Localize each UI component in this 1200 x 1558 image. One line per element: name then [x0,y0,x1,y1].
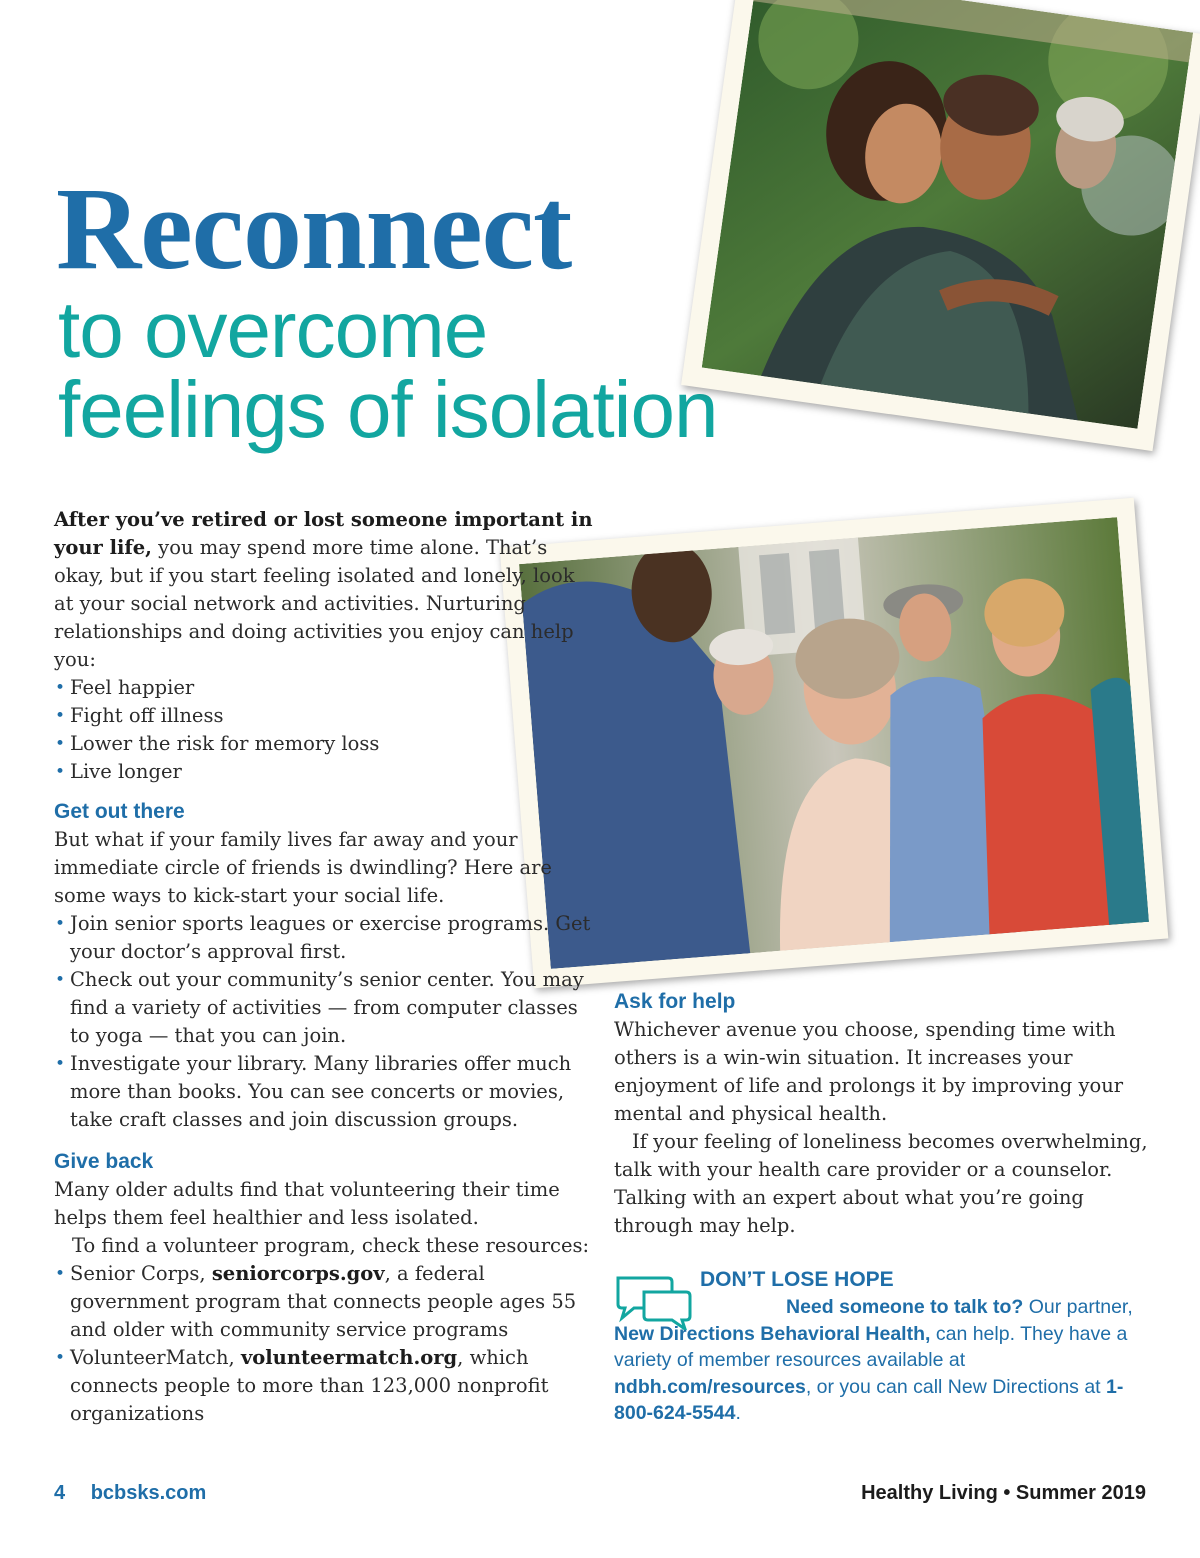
hope-body [614,1294,1154,1427]
give-back-text-2: To find a volunteer program, check these resources: [72,1234,590,1257]
heading-give-back: Give back [54,1150,154,1173]
chat-bubbles-icon [614,1274,694,1330]
photo-group [500,498,1169,989]
get-out-list [54,910,594,1134]
subtitle-line-2: feelings of isolation [58,365,718,454]
resource-desc: , a federal government program that connects people ages 55 and older with community service programs [70,1262,577,1341]
page-footer [54,1482,1146,1505]
hope-question: Need someone to talk to? [786,1296,1024,1318]
hope-text: , or you can call New Directions at [805,1375,1107,1398]
list-item: • Join senior sports leagues or exercise programs. Get your doctor’s approval first. [54,910,594,966]
list-item: • Lower the risk for memory loss [54,730,594,758]
intro-lead: After you’ve retired or lost someone important in your life, [54,508,593,559]
hope-text: . [735,1402,741,1424]
benefits-list [54,674,594,786]
partner-name: New Directions Behavioral Health, [614,1322,931,1345]
subtitle-line-1: to overcome [58,285,488,374]
list-item: • Investigate your library. Many libraries offer much more than books. You can see concerts or movies, take craft classes and join discussion groups. [54,1050,594,1134]
list-item: • Feel happier [54,674,594,702]
list-item [54,1260,594,1344]
phone-number[interactable]: 1-800-624-5544 [614,1375,1124,1424]
list-item: • Live longer [54,758,594,786]
title-main: Reconnect [56,163,572,294]
right-column [614,988,1154,1240]
heading-get-out-there: Get out there [54,800,185,823]
list-item: • Fight off illness [54,702,594,730]
publication-name: Healthy Living • Summer 2019 [861,1482,1146,1504]
heading-ask-for-help: Ask for help [614,990,736,1013]
footer-site-link[interactable]: bcbsks.com [90,1482,207,1504]
title-subtitle [58,285,718,454]
intro-text: you may spend more time alone. That’s okay, but if you start feeling isolated and lonely, look at your social network and activities. Nurturing relationships and doing activities you enjoy can help you: [54,536,575,671]
left-column [54,506,594,1428]
volunteermatch-link[interactable]: volunteermatch.org [240,1346,458,1369]
resource-name: Senior Corps, [70,1262,212,1285]
hope-text: Our partner, [1023,1296,1133,1318]
get-out-text: But what if your family lives far away and your immediate circle of friends is dwindling? Here are some ways to kick-start your social life. [54,828,552,907]
page-number: 4 [54,1482,66,1504]
hope-heading: DON’T LOSE HOPE [700,1268,894,1291]
dont-lose-hope-callout [614,1266,1154,1427]
ask-help-paragraph-2: If your feeling of loneliness becomes overwhelming, talk with your health care provider or a counselor. Talking with an expert about what you’re going through may help. [614,1130,1148,1237]
seniorcorps-link[interactable]: seniorcorps.gov [211,1262,385,1285]
list-item: • Check out your community’s senior center. You may find a variety of activities — from computer classes to yoga — that you can join. [54,966,594,1050]
hope-text: can help. They have a variety of member resources available at [614,1322,1128,1371]
give-back-text: Many older adults find that volunteering their time helps them feel healthier and less isolated. [54,1178,560,1229]
resource-name: VolunteerMatch, [70,1346,241,1369]
list-item [54,1344,594,1428]
intro-paragraph [54,506,594,674]
photo-hug [681,0,1200,451]
ask-help-paragraph-1: Whichever avenue you choose, spending time with others is a win-win situation. It increases your enjoyment of life and prolongs it by improving your mental and physical health. [614,1018,1124,1125]
resource-desc: , which connects people to more than 123,000 nonprofit organizations [70,1346,549,1425]
resources-list [54,1260,594,1428]
resources-link[interactable]: ndbh.com/resources [614,1375,806,1398]
